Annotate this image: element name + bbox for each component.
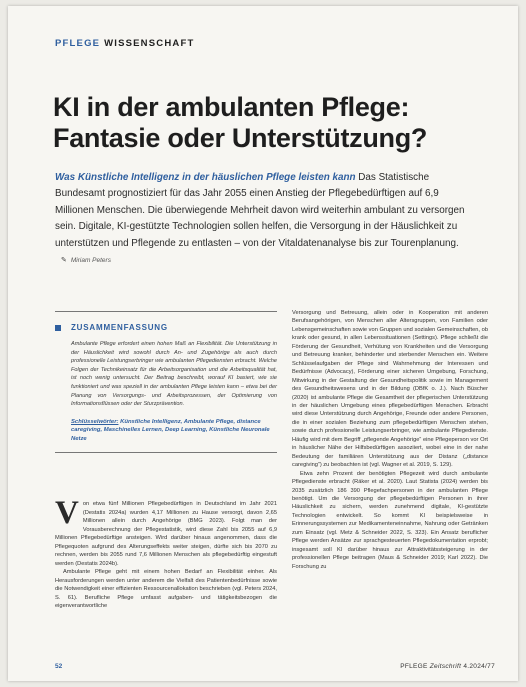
- square-bullet-icon: [55, 325, 61, 331]
- body-paragraph: Ambulante Pflege geht mit einem hohen Bedarf an Flexibilität einher. Als Herausforderungen werden unter anderem die Vielfalt des Patientenbedürfnisse sowie die Notwendigkeit einer effizienten Ressourcenallokation beschrieben (vgl. Peters 2024, S. 61). Berufliche Pflege umfasst aufgaben- und tätigkeitsbezogen die eigenverantwortliche: [55, 569, 277, 609]
- abstract-bottom-rule: [55, 452, 277, 453]
- page-number: 52: [55, 663, 63, 670]
- abstract-body: Ambulante Pflege erfordert einen hohen Maß an Flexibilität. Die Unterstützung in der Häuslichkeit wird sowohl durch An- und Zugehörige als auch durch professionelle Leistungserbringer wie ambulanten Pflegediensten erbracht. Welche Folgen der Technikeinsatz für die Arbeitsorganisation und die Arbeitsqualität hat, ist noch wenig untersucht. Der Beitrag beschreibt, worauf KI basiert, wie sie funktioniert und was speziell in der ambulanten Pflege leisten kann – etwa bei der Planung von Versorgungs- und Arbeitsprozessen, der Optimierung von Informationsflüssen oder der Sturzprävention.: [71, 341, 277, 408]
- pencil-icon: ✎: [61, 257, 67, 265]
- lead-question: Was Künstliche Intelligenz in der häuslichen Pflege leisten kann: [55, 172, 356, 183]
- article-lead: [55, 170, 475, 269]
- journal-info: [400, 663, 495, 670]
- abstract-header: [55, 323, 277, 332]
- keywords-label: Schlüsselwörter:: [71, 418, 119, 425]
- author-name: Miriam Peters: [70, 257, 111, 265]
- section-kicker: [55, 38, 194, 49]
- page-footer: [55, 663, 495, 673]
- abstract-heading: ZUSAMMENFASSUNG: [71, 323, 168, 332]
- keywords-list: Künstliche Intelligenz, Ambulante Pflege, distance caregiving, Maschinelles Lernen, Deep Learning, Künstliche Neuronale Netze: [71, 418, 270, 443]
- body-column-left: [55, 495, 277, 611]
- body-paragraph: on etwa fünf Millionen Pflegebedürftigen in Deutschland im Jahr 2021 (Destatis 2024a) wurden 4,17 Millionen zu Hause versorgt, davon 2,65 Millionen allein durch Angehörige (BMG 2023). Folgt man der Vorausberechnung der Pflegestatistik, wird diese Zahl bis 2055 auf 6,9 Millionen Pflegebedürftige ansteigen. Wird darüber hinaus angenommen, dass die Pflegequoten aufgrund des Alterungseffekts weiter steigen, dürfte sich bis 2070 zu rechnen, werden bis 2055 rund 7,6 Millionen Menschen als pflegebedürftig eingestuft werden (Destatis 2024b).: [55, 501, 277, 567]
- body-paragraph: Versorgung und Betreuung, allein oder in Kooperation mit anderen Berufsangehörigen, von Menschen aller Altersgruppen, von Familien oder Lebensgemeinschaften sowie von Gruppen und sozialen Gemeinschaften, ob krank oder gesund, in allen Lebenssituationen (Settings). Pflege schließt die Förderung der Gesundheit, Verhütung von Krankheiten und die Versorgung und Betreuung kranker, behinderter und sterbender Menschen ein. Weitere Schlüsselaufgaben der Pflege sind Wahrnehmung der Interessen und Bedürfnisse (Advocacy), Förderung einer sicheren Umgebung, Forschung, Mitwirkung in der Gestaltung der Gesundheitspolitik sowie im Management des Gesundheitswesens und in der Bildung (DBfK o. J.). Nach Büscher (2020) ist ambulante Pflege die Gesamtheit der pflegerischen Unterstützung in der häuslichen Umgebung eines pflegebedürftigen Menschen. Erbracht wird diese Unterstützung durch Angehörige, Freunde oder andere Personen, die in einer sozialen Beziehung zum pflegebedürftigen Menschen stehen, sowie durch professionelle Leistungserbringer, wie ambulante Pflegedienste. Häufig wird mit dem Begriff „pflegende Angehörige“ eine Pflegeperson vor Ort in häuslicher Nähe der Hilfsbedürftigen assoziiert, wobei eine in der nahe Bedeutung der familiären Unterstützung aus der Distanz („distance caregiving“) zu beobachten ist (vgl. Wagner et al. 2019, S. 129).: [292, 310, 488, 469]
- body-column-right: [292, 309, 488, 571]
- document-page: [8, 6, 518, 681]
- abstract-box: [55, 311, 277, 453]
- kicker-part2: WISSENSCHAFT: [104, 38, 195, 49]
- journal-word: Zeitschrift: [429, 663, 462, 670]
- drop-cap: V: [55, 495, 79, 531]
- body-paragraph: Etwa zehn Prozent der benötigten Pflegezeit wird durch ambulante Pflegedienste erbracht (Räker et al. 2020). Laut Statista (2024) werden bis 2035 zusätzlich 186 390 Pflegefachpersonen in der ambulanten Pflege benötigt. Um die Versorgung der pflegebedürftigen Personen in ihrer Häuslichkeit zu sichern, werden zunehmend digitale, KI-gestützte Technologien entwickelt. So kommt KI beispielsweise in Erinnerungssystemen zur Medikamenteneinnahme, Nahrung oder Getränken zum Einsatz (vgl. Metz & Schneider 2022, S. 323). Ein Ansatz beruflicher Pflege werden Ansätze zur sprachgesteuerten Pflegedokumentation erprobt; insgesamt soll KI darüber hinaus zur Attraktivitätssteigerung in der professionellen Pflege beitragen (Maus & Schneider 2019; Karl 2022). Die Forschung zu: [292, 470, 488, 570]
- journal-issue: 4.2024/77: [463, 663, 495, 670]
- journal-name: PFLEGE: [400, 663, 428, 670]
- kicker-part1: PFLEGE: [55, 38, 101, 49]
- abstract-keywords: [55, 418, 277, 444]
- article-title: KI in der ambulanten Pflege: Fantasie oder Unterstützung?: [53, 92, 428, 153]
- abstract-top-rule: [55, 311, 277, 312]
- lead-text: Das Statistische Bundesamt prognostiziert für das Jahr 2055 einen Anstieg der Pflegebedürftigen auf 6,9 Millionen Menschen. Die überwiegende Mehrheit davon wird weiterhin ambulant zu versorgen sein. Digitale, KI-gestützte Technologien sollen helfen, die Versorgung in der Häuslichkeit zu unterstützen und Pflegende zu entlasten – von der Vitaldatenanalyse bis zur Tourenplanung.: [55, 172, 465, 249]
